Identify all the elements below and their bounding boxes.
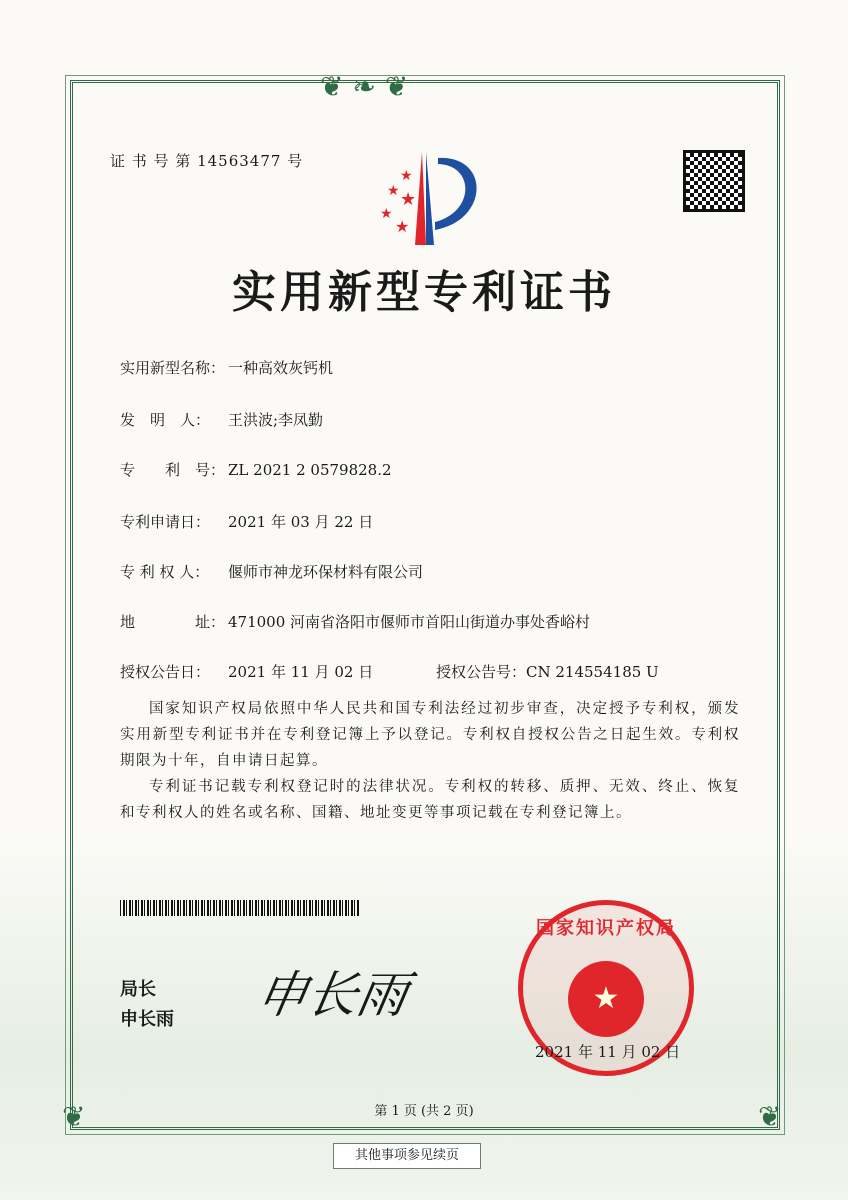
field-row <box>120 611 590 632</box>
field-value: 2021 年 03 月 22 日 <box>228 513 374 531</box>
field-row <box>120 357 333 378</box>
page-title: 实用新型专利证书 <box>232 267 616 318</box>
field-label: 专利申请日： <box>120 513 211 531</box>
continuation-note: 其他事项参见续页 <box>333 1143 481 1169</box>
cnipa-logo-icon <box>360 150 490 245</box>
grant-row <box>120 661 659 682</box>
field-row <box>120 409 323 430</box>
field-row <box>120 511 373 532</box>
page-number: 第 1 页 (共 2 页) <box>374 1104 474 1119</box>
paragraph: 专利证书记载专利权登记时的法律状况。专利权的转移、质押、无效、终止、恢复和专利权人的姓名或名称、国籍、地址变更等事项记载在专利登记簿上。 <box>120 779 740 821</box>
field-label: 地 址： <box>120 613 226 631</box>
seal-date: 2021 年 11 月 02 日 <box>535 1043 681 1061</box>
field-label: 发 明 人： <box>120 411 211 429</box>
signature: 申长雨 <box>252 966 413 1024</box>
field-label: 专 利 号： <box>120 461 226 479</box>
grant-no-label: 授权公告号： <box>436 663 527 681</box>
grant-date: 2021 年 11 月 02 日 <box>228 663 374 681</box>
svg-text:★: ★ <box>387 183 400 199</box>
field-row <box>120 561 423 582</box>
svg-text:★: ★ <box>395 217 410 236</box>
field-value: 471000 河南省洛阳市偃师市首阳山街道办事处香峪村 <box>228 613 591 631</box>
paragraph: 国家知识产权局依照中华人民共和国专利法经过初步审查，决定授予专利权，颁发实用新型专利证书并在专利登记簿上予以登记。专利权自授权公告之日起生效。专利权期限为十年，自申请日起算。 <box>120 701 740 769</box>
field-value: 一种高效灰钙机 <box>228 359 334 377</box>
director-name: 申长雨 <box>120 1009 174 1030</box>
corner-ornament-icon: ❦ <box>62 1100 86 1133</box>
seal-text: 国家知识产权局 <box>536 918 676 939</box>
corner-ornament-icon: ❦ <box>758 1100 782 1133</box>
svg-text:★: ★ <box>400 168 413 184</box>
grant-no: CN 214554185 U <box>526 663 659 681</box>
field-value: 王洪波;李凤勤 <box>228 411 324 429</box>
grant-date-label: 授权公告日： <box>120 663 211 681</box>
barcode <box>120 900 360 916</box>
field-row <box>120 459 392 480</box>
field-label: 专 利 权 人： <box>120 563 210 581</box>
qr-code <box>683 150 745 212</box>
certificate-number: 证 书 号 第 14563477 号 <box>110 152 304 170</box>
svg-text:★: ★ <box>400 189 417 210</box>
field-value: 偃师市神龙环保材料有限公司 <box>228 563 424 581</box>
field-value: ZL 2021 2 0579828.2 <box>228 461 392 479</box>
field-label: 实用新型名称： <box>120 359 226 377</box>
director-title: 局长 <box>120 979 156 1000</box>
top-ornament-icon: ❦ ❧ ❦ <box>320 70 409 103</box>
svg-text:★: ★ <box>380 206 393 222</box>
national-emblem-icon: ★ <box>568 961 644 1037</box>
